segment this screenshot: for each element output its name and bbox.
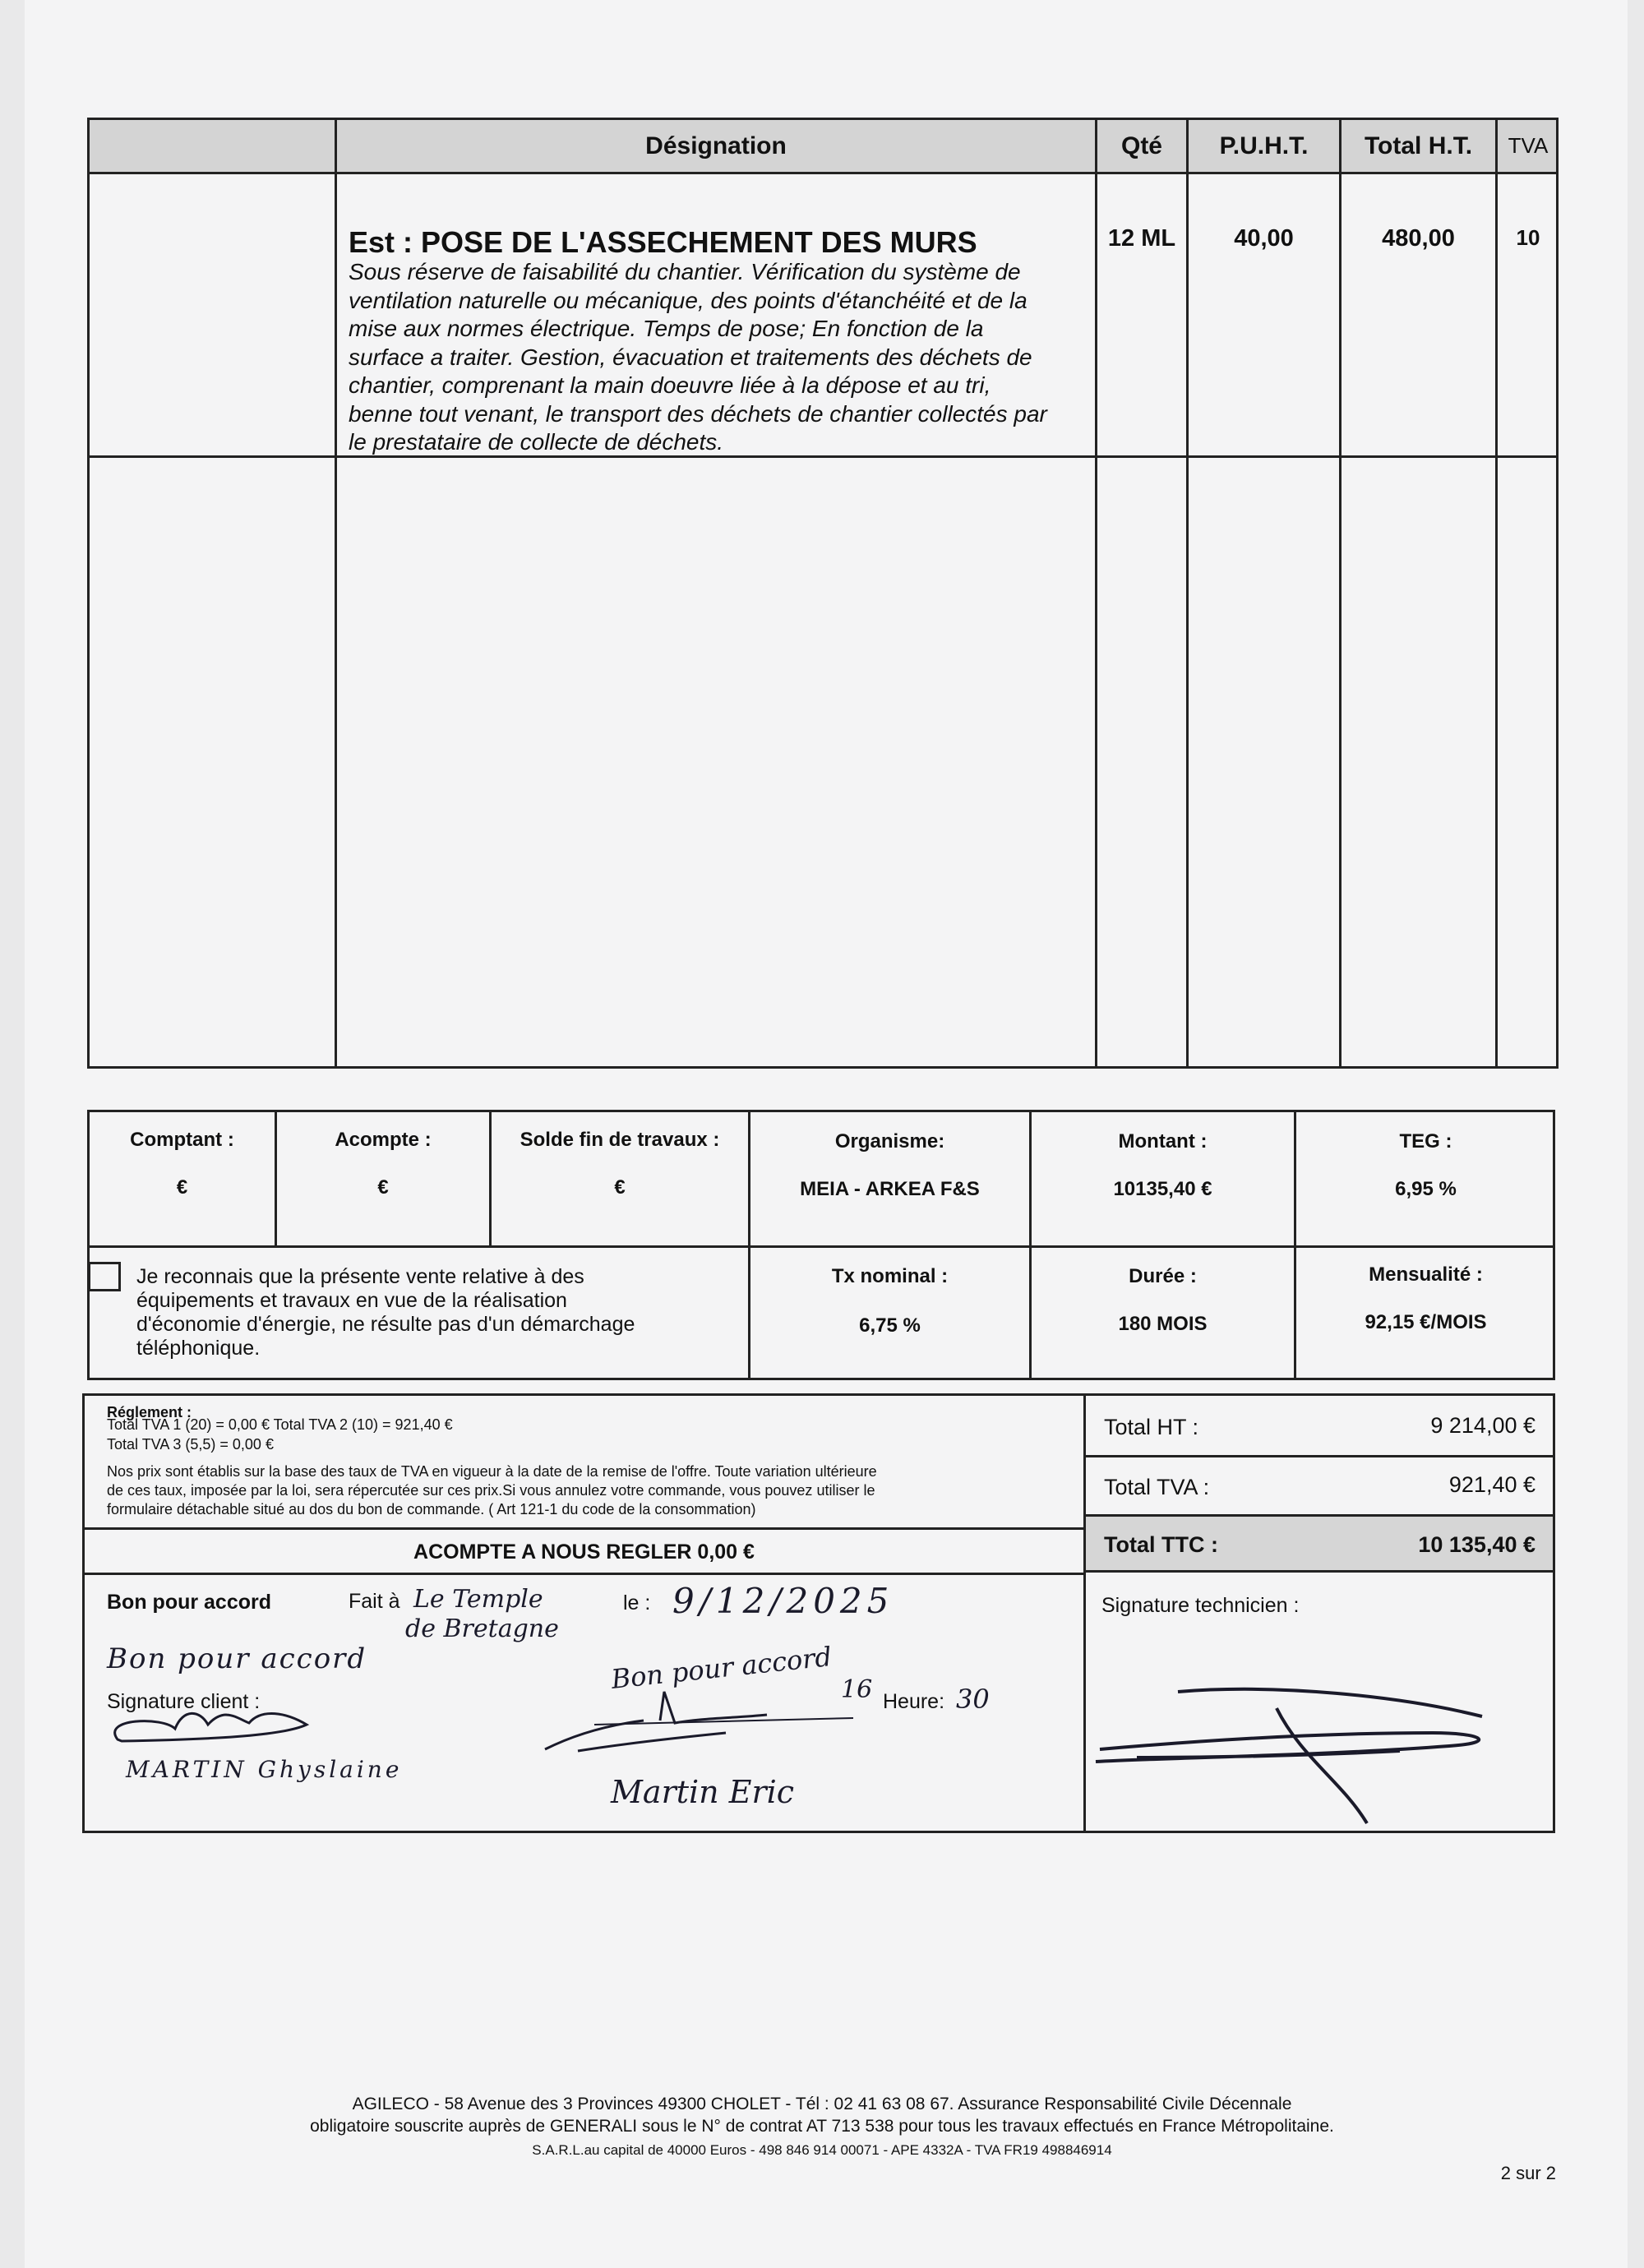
handwritten-place-line2: de Bretagne	[405, 1614, 559, 1643]
organisme-value: MEIA - ARKEA F&S	[800, 1178, 980, 1200]
handwritten-name-client-2: Martin Eric	[611, 1774, 795, 1810]
mensualite-value: 92,15 €/MOIS	[1365, 1311, 1487, 1333]
total-ttc-value: 10 135,40 €	[1418, 1532, 1535, 1557]
teg-value: 6,95 %	[1395, 1178, 1457, 1200]
disclaimer-text: Je reconnais que la présente vente relative à des équipements et travaux en vue de la réalisation d'économie d'énergie, ne résulte pas d'un démarchage téléphonique.	[136, 1265, 635, 1360]
handwritten-bon-pour-accord-client: Bon pour accord	[107, 1642, 367, 1675]
tva-breakdown-line1: Total TVA 1 (20) = 0,00 € Total TVA 2 (10) = 921,40 €	[107, 1416, 453, 1433]
item-total-ht: 480,00	[1382, 225, 1455, 252]
total-tva-label: Total TVA :	[1104, 1475, 1210, 1499]
vat-notice-line: Nos prix sont établis sur la base des taux de TVA en vigueur à la date de la remise de l'offre. Toute variation ultérieure	[107, 1463, 877, 1480]
header-designation: Désignation	[645, 132, 787, 159]
signature-technicien-label: Signature technicien :	[1101, 1594, 1300, 1617]
no-phone-canvassing-checkbox[interactable]	[88, 1262, 121, 1291]
solde-value: €	[614, 1176, 626, 1199]
vat-notice-line: de ces taux, imposée par la loi, sera répercutée sur ces prix.Si vous annulez votre commande, vous pouvez utiliser le	[107, 1482, 875, 1499]
item-desc-line: chantier, comprenant la main doeuvre liée à la dépose et au tri,	[349, 372, 991, 398]
acompte-a-regler: ACOMPTE A NOUS REGLER 0,00 €	[413, 1540, 755, 1564]
reglement-label: Réglement :	[107, 1404, 192, 1420]
header-total-ht: Total H.T.	[1364, 132, 1473, 159]
signature-client-label: Signature client :	[107, 1690, 261, 1713]
total-tva-value: 921,40 €	[1448, 1472, 1535, 1497]
client-signature-1	[115, 1713, 307, 1741]
handwritten-hour: 16	[841, 1675, 873, 1704]
item-title: Est : POSE DE L'ASSECHEMENT DES MURS	[349, 225, 977, 259]
technician-signature	[1096, 1689, 1482, 1823]
header-qty: Qté	[1120, 132, 1162, 159]
organisme-label: Organisme:	[834, 1130, 945, 1152]
handwritten-place-line1: Le Temple	[413, 1585, 543, 1614]
tva-breakdown-line2: Total TVA 3 (5,5) = 0,00 €	[107, 1436, 274, 1453]
handwritten-bon-pour-accord-second: Bon pour accord	[609, 1641, 834, 1695]
item-description	[349, 258, 1072, 457]
item-desc-line: le prestataire de collecte de déchets.	[349, 429, 724, 455]
item-unit-price: 40,00	[1234, 225, 1294, 252]
footer-line: AGILECO - 58 Avenue des 3 Provinces 49300 CHOLET - Tél : 02 41 63 08 67. Assurance Responsabilité Civile Décennale	[352, 2095, 1292, 2113]
tx-nominal-value: 6,75 %	[859, 1314, 921, 1337]
item-desc-line: surface a traiter. Gestion, évacuation et traitements des déchets de	[349, 344, 1032, 370]
vat-notice-line: formulaire détachable situé au dos du bon de commande. ( Art 121-1 du code de la consommation)	[107, 1501, 756, 1517]
item-desc-line: benne tout venant, le transport des déchets de chantier collectés par	[349, 400, 1047, 427]
total-ht-label: Total HT :	[1104, 1415, 1199, 1439]
handwritten-date: 9/12/2025	[672, 1581, 894, 1621]
mensualite-label: Mensualité :	[1369, 1263, 1483, 1286]
header-tva: TVA	[1508, 133, 1549, 158]
tx-nominal-label: Tx nominal :	[831, 1265, 949, 1287]
solde-label: Solde fin de travaux :	[520, 1129, 720, 1151]
item-desc-line: ventilation naturelle ou mécanique, des points d'étanchéité et de la	[349, 287, 1028, 313]
total-ttc-label: Total TTC :	[1104, 1532, 1218, 1557]
teg-label: TEG :	[1399, 1130, 1452, 1152]
item-qty: 12 ML	[1107, 225, 1176, 252]
le-label: le :	[623, 1591, 651, 1614]
heure-label: Heure:	[883, 1690, 945, 1713]
acompte-label: Acompte :	[335, 1129, 432, 1151]
header-puht: P.U.H.T.	[1219, 132, 1309, 159]
payment-table	[87, 1110, 1555, 1380]
totals-signature-block	[82, 1393, 1555, 1833]
handwritten-minutes: 30	[956, 1684, 990, 1715]
montant-label: Montant :	[1118, 1130, 1208, 1152]
comptant-value: €	[176, 1176, 188, 1199]
fait-a-label: Fait à	[349, 1590, 400, 1613]
footer-legal: S.A.R.L.au capital de 40000 Euros - 498 846 914 00071 - APE 4332A - TVA FR19 498846914	[532, 2142, 1112, 2158]
item-desc-line: mise aux normes électrique. Temps de pose; En fonction de la	[349, 316, 984, 341]
signature-scribbles	[85, 1396, 1558, 1836]
acompte-value: €	[377, 1176, 389, 1199]
montant-value: 10135,40 €	[1113, 1178, 1212, 1200]
total-ht-value: 9 214,00 €	[1430, 1413, 1535, 1438]
item-tva: 10	[1516, 225, 1540, 250]
bon-pour-accord-label: Bon pour accord	[107, 1591, 272, 1614]
duree-label: Durée :	[1129, 1265, 1197, 1287]
footer-line: obligatoire souscrite auprès de GENERALI sous le N° de contrat AT 713 538 pour tous les travaux effectués en France Métropolitaine.	[310, 2117, 1334, 2136]
comptant-label: Comptant :	[130, 1129, 234, 1151]
handwritten-name-client-1: MARTIN Ghyslaine	[126, 1756, 403, 1783]
page-number: 2 sur 2	[1500, 2163, 1556, 2183]
item-desc-line: Sous réserve de faisabilité du chantier. Vérification du système de	[349, 259, 1021, 284]
duree-value: 180 MOIS	[1118, 1313, 1208, 1335]
items-table	[87, 118, 1559, 1069]
